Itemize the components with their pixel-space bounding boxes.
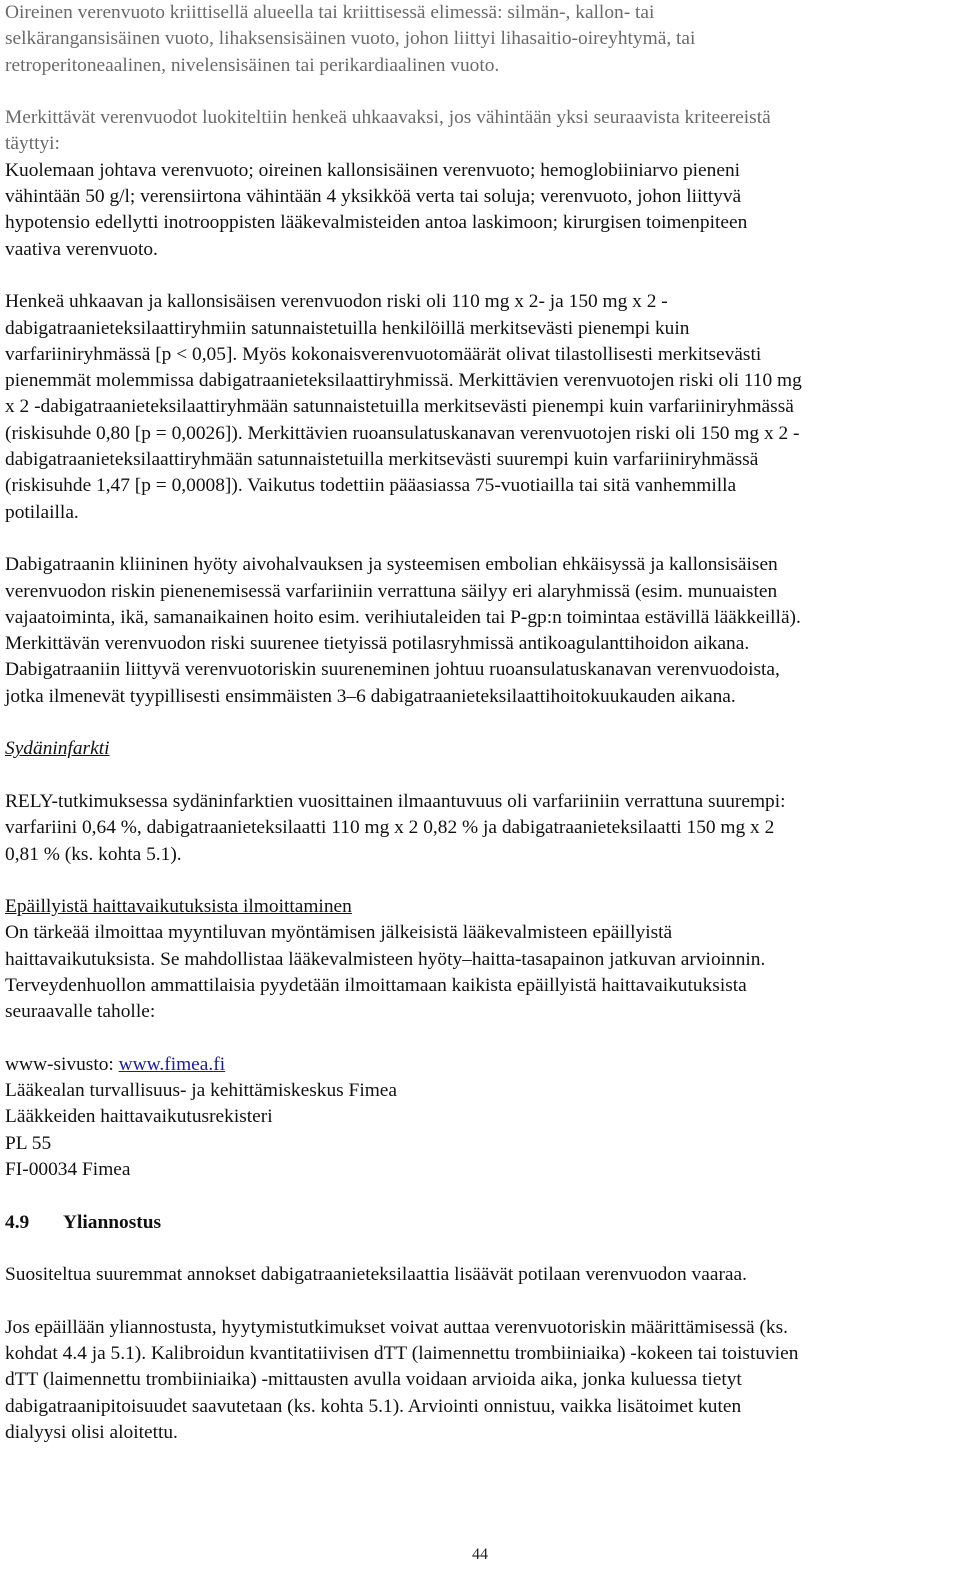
text-line: varfariiniryhmässä [p < 0,05]. Myös kokonaisverenvuotomäärät olivat tilastollisesti merkitsevästi: [5, 343, 762, 365]
text-line: dabigatraanieteksilaattiryhmiin satunnaistetuilla henkilöillä merkitsevästi pienempi kuin: [5, 317, 690, 339]
text-line: Jos epäillään yliannostusta, hyytymistutkimukset voivat auttaa verenvuotoriskin määrittämisessä (ks.: [5, 1316, 789, 1338]
paragraph-gap: [5, 710, 955, 736]
website-label: www-sivusto:: [5, 1053, 119, 1075]
text-line: dabigatraanieteksilaattiryhmään satunnaistetuilla merkitsevästi suurempi kuin varfariiniryhmässä: [5, 449, 759, 471]
text-line: vähintään 50 g/l; verensiirtona vähintään 4 yksikköä verta tai soluja; verenvuoto, johon liittyvä: [5, 186, 742, 208]
subheading-myocardial-infarction: Sydäninfarkti: [5, 738, 110, 760]
text-line: vaativa verenvuoto.: [5, 238, 158, 260]
paragraph-gap: [5, 763, 955, 789]
paragraph-clinical-benefit: [5, 552, 955, 710]
paragraph-bleeding-risk: [5, 289, 955, 526]
text-line: potilailla.: [5, 501, 79, 523]
website-line: [5, 1052, 955, 1078]
text-line: seuraavalle taholle:: [5, 1001, 156, 1023]
text-line: Dabigatraanin kliininen hyöty aivohalvauksen ja systeemisen embolian ehkäisyssä ja kallonsisäisen: [5, 554, 778, 576]
paragraph-gap: [5, 526, 955, 552]
paragraph-gap: [5, 1236, 955, 1262]
paragraph-life-threatening-criteria: [5, 105, 955, 158]
paragraph-adverse-reporting: [5, 920, 955, 1025]
page-number: 44: [472, 1546, 488, 1563]
contact-line: FI-00034 Fimea: [5, 1159, 131, 1181]
text-line: verenvuodon riskin pienenemisessä varfariiniin verrattuna säilyy eri alaryhmissä (esim. munuaisten: [5, 580, 778, 602]
text-line: kohdat 4.4 ja 5.1). Kalibroidun kvantitatiivisen dTT (laimennettu trombiiniaika) -kokeen tai toistuvien: [5, 1343, 799, 1365]
text-line: selkärangansisäinen vuoto, lihaksensisäinen vuoto, johon liittyi lihasaitio-oireyhtymä, tai: [5, 28, 696, 50]
subheading-adverse-reporting: Epäillyistä haittavaikutuksista ilmoittaminen: [5, 896, 352, 918]
text-line: täyttyi:: [5, 133, 60, 155]
text-line: Oireinen verenvuoto kriittisellä alueella tai kriittisessä elimessä: silmän-, kallon- tai: [5, 2, 655, 23]
paragraph-gap: [5, 1289, 955, 1315]
contact-block: [5, 1052, 955, 1183]
text-line: dabigatraanipitoisuudet saavutetaan (ks. kohta 5.1). Arviointi onnistuu, vaikka lisätoimet kuten: [5, 1395, 742, 1417]
paragraph-gap: [5, 868, 955, 894]
paragraph-overdose-assessment: [5, 1315, 955, 1446]
text-line: vajaatoiminta, ikä, samanaikainen hoito esim. verihiutaleiden tai P-gp:n toimintaa estävillä lääkkeillä).: [5, 606, 801, 628]
text-line: Terveydenhuollon ammattilaisia pyydetään ilmoittamaan kaikista epäillyistä haittavaikutuksista: [5, 974, 747, 996]
text-line: x 2 -dabigatraanieteksilaattiryhmään satunnaistetuilla merkitsevästi pienempi kuin varfariiniryhmässä: [5, 396, 794, 418]
text-line: (riskisuhde 0,80 [p = 0,0026]). Merkittävien ruoansulatuskanavan verenvuotojen riski oli 150 mg x 2 -: [5, 422, 800, 444]
text-line: 0,81 % (ks. kohta 5.1).: [5, 843, 182, 865]
text-line: (riskisuhde 1,47 [p = 0,0008]). Vaikutus todettiin pääasiassa 75-vuotiailla tai sitä vanhemmilla: [5, 475, 737, 497]
text-line: Dabigatraaniin liittyvä verenvuotoriskin suureneminen johtuu ruoansulatuskanavan verenvuodoista,: [5, 659, 780, 681]
paragraph-gap: [5, 79, 955, 105]
paragraph-gap: [5, 1183, 955, 1209]
text-line: hypotensio edellytti inotrooppisten lääkevalmisteiden antoa laskimoon; kirurgisen toimenpiteen: [5, 212, 748, 234]
text-line: RELY-tutkimuksessa sydäninfarktien vuosittainen ilmaantuvuus oli varfariiniin verrattuna suurempi:: [5, 790, 786, 812]
section-number: 4.9: [5, 1211, 30, 1233]
text-line: dialyysi olisi aloitettu.: [5, 1422, 178, 1444]
text-line: Suositeltua suuremmat annokset dabigatraanieteksilaattia lisäävät potilaan verenvuodon vaaraa.: [5, 1264, 747, 1286]
section-title: Yliannostus: [63, 1211, 162, 1233]
text-line: Henkeä uhkaavan ja kallonsisäisen verenvuodon riski oli 110 mg x 2- ja 150 mg x 2 -: [5, 291, 668, 313]
paragraph-criteria-list: [5, 158, 955, 263]
text-line: Merkittävän verenvuodon riski suurenee tietyissä potilasryhmissä antikoagulanttihoidon aikana.: [5, 633, 750, 655]
paragraph-bleeding-critical-site: [5, 0, 955, 79]
text-line: dTT (laimennettu trombiiniaika) -mittausten avulla voidaan arvioida aika, jonka kuluessa tietyt: [5, 1369, 742, 1391]
text-line: haittavaikutuksista. Se mahdollistaa lääkevalmisteen hyöty–haitta-tasapainon jatkuvan arvioinnin.: [5, 948, 766, 970]
contact-line: PL 55: [5, 1132, 52, 1154]
text-line: Merkittävät verenvuodot luokiteltiin henkeä uhkaavaksi, jos vähintään yksi seuraavista kriteereistä: [5, 107, 771, 129]
paragraph-overdose-risk: [5, 1262, 955, 1288]
fimea-website-link[interactable]: www.fimea.fi: [118, 1053, 226, 1075]
document-page: [5, 0, 955, 1446]
section-heading-overdose: [5, 1210, 955, 1236]
paragraph-gap: [5, 263, 955, 289]
paragraph-myocardial-infarction: [5, 789, 955, 868]
contact-line: Lääkealan turvallisuus- ja kehittämiskeskus Fimea: [5, 1080, 398, 1102]
text-line: retroperitoneaalinen, nivelensisäinen tai perikardiaalinen vuoto.: [5, 54, 500, 76]
contact-line: Lääkkeiden haittavaikutusrekisteri: [5, 1106, 273, 1128]
text-line: pienemmät molemmissa dabigatraanieteksilaattiryhmissä. Merkittävien verenvuotojen riski oli 110 mg: [5, 370, 802, 392]
paragraph-gap: [5, 1026, 955, 1052]
text-line: On tärkeää ilmoittaa myyntiluvan myöntämisen jälkeisistä lääkevalmisteen epäillyistä: [5, 922, 673, 944]
text-line: varfariini 0,64 %, dabigatraanieteksilaatti 110 mg x 2 0,82 % ja dabigatraanieteksilaatti 150 mg x 2: [5, 817, 775, 839]
text-line: jotka ilmenevät tyypillisesti ensimmäisten 3–6 dabigatraanieteksilaattihoitokuukauden aikana.: [5, 685, 736, 707]
text-line: Kuolemaan johtava verenvuoto; oireinen kallonsisäinen verenvuoto; hemoglobiiniarvo pieneni: [5, 159, 741, 181]
